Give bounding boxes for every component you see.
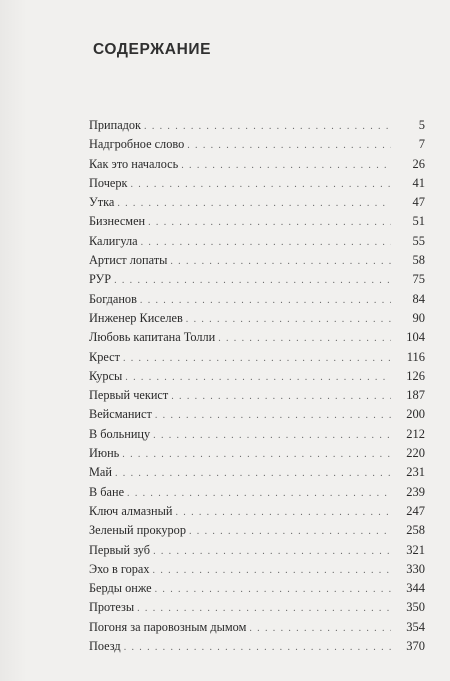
toc-entry-page-number: 75 [412,272,425,287]
toc-entry-page-number: 26 [412,156,425,171]
toc-entry [89,251,425,270]
toc-entry [89,348,425,367]
toc-entry [89,367,425,386]
toc-entry-title: Протезы [89,600,135,615]
dot-leader [218,329,391,348]
toc-entry-title: Зеленый прокурор [89,523,186,538]
toc-entry-title: Калигула [89,233,138,248]
toc-entry [89,483,425,502]
toc-entry [89,290,425,309]
toc-entry-title: Берды онже [89,581,152,596]
toc-entry-title: Поезд [89,639,121,654]
toc-entry-title: РУР [89,272,112,287]
toc-entry-page-number: 370 [406,639,425,654]
toc-entry-page-number: 104 [406,330,425,345]
toc-entry [89,309,425,328]
toc-entry-page-number: 239 [406,484,425,499]
toc-entry [89,618,425,637]
toc-entry [89,193,425,212]
dot-leader [189,522,391,541]
toc-entry [89,174,425,193]
dot-leader [153,561,391,580]
toc-entry [89,579,425,598]
toc-entry-title: Май [89,465,112,480]
toc-entry-page-number: 258 [406,523,425,538]
dot-leader [153,542,391,561]
toc-entry [89,155,425,174]
toc-entry-title: Крест [89,349,120,364]
toc-entry [89,232,425,251]
dot-leader [141,233,391,252]
toc-entry-page-number: 7 [418,137,425,152]
toc-entry-page-number: 330 [406,561,425,576]
toc-entry [89,425,425,444]
toc-entry-title: Артист лопаты [89,253,168,268]
toc-entry-title: Любовь капитана Толли [89,330,216,345]
dot-leader [153,426,391,445]
dot-leader [175,503,391,522]
toc-entry-page-number: 247 [406,503,425,518]
toc-entry [89,444,425,463]
dot-leader [124,638,391,657]
dot-leader [140,291,391,310]
toc-entry-title: Почерк [89,175,128,190]
toc-entry-page-number: 231 [406,465,425,480]
table-of-contents [89,116,425,656]
toc-entry [89,328,425,347]
toc-entry-page-number: 5 [418,118,425,132]
dot-leader [115,464,391,483]
toc-entry-title: Первый чекист [89,388,169,403]
dot-leader [171,387,391,406]
toc-entry [89,598,425,617]
dot-leader [170,252,391,271]
dot-leader [123,349,391,368]
dot-leader [186,310,391,329]
dot-leader [122,445,391,464]
dot-leader [137,599,391,618]
toc-entry-page-number: 47 [412,195,425,210]
toc-entry [89,212,425,231]
toc-entry-title: Курсы [89,368,123,383]
toc-entry [89,541,425,560]
toc-entry-page-number: 220 [406,446,425,461]
toc-entry [89,405,425,424]
dot-leader [181,156,391,175]
toc-entry-title: Припадок [89,118,142,132]
toc-entry-page-number: 212 [406,426,425,441]
toc-entry-page-number: 55 [412,233,425,248]
toc-entry [89,521,425,540]
dot-leader [187,136,391,155]
dot-leader [144,117,391,136]
toc-entry-title: Вейсманист [89,407,152,422]
dot-leader [249,619,391,638]
toc-entry-title: Погоня за паровозным дымом [89,619,247,634]
dot-leader [148,213,391,232]
toc-entry-page-number: 354 [406,619,425,634]
toc-entry-title: Бизнесмен [89,214,146,229]
toc-entry-title: В бане [89,484,125,499]
toc-entry-title: Утка [89,195,115,210]
dot-leader [125,368,391,387]
dot-leader [127,484,391,503]
toc-entry-page-number: 200 [406,407,425,422]
toc-entry-page-number: 344 [406,581,425,596]
contents-heading: СОДЕРЖАНИЕ [93,41,212,58]
toc-entry [89,463,425,482]
toc-entry-title: Надгробное слово [89,137,185,152]
toc-entry-page-number: 84 [412,291,425,306]
toc-entry [89,502,425,521]
toc-entry-title: Ключ алмазный [89,503,173,518]
toc-entry-page-number: 58 [412,253,425,268]
toc-entry-title: Богданов [89,291,137,306]
toc-entry-page-number: 321 [406,542,425,557]
toc-entry-title: Первый зуб [89,542,151,557]
toc-entry-page-number: 126 [406,368,425,383]
toc-entry [89,637,425,656]
toc-entry-title: Инженер Киселев [89,310,183,325]
dot-leader [155,580,391,599]
toc-entry [89,116,425,135]
toc-entry-page-number: 51 [412,214,425,229]
toc-entry-page-number: 41 [412,175,425,190]
dot-leader [117,194,391,213]
toc-entry-title: Эхо в горах [89,561,150,576]
dot-leader [114,271,391,290]
toc-entry-page-number: 90 [412,310,425,325]
toc-entry [89,386,425,405]
toc-entry-page-number: 187 [406,388,425,403]
dot-leader [155,406,391,425]
dot-leader [130,175,391,194]
toc-entry [89,560,425,579]
toc-entry-title: Как это началось [89,156,179,171]
toc-entry-page-number: 116 [406,349,425,364]
toc-entry-title: Июнь [89,446,120,461]
toc-entry [89,270,425,289]
toc-entry-page-number: 350 [406,600,425,615]
toc-entry-title: В больницу [89,426,151,441]
toc-entry [89,135,425,154]
